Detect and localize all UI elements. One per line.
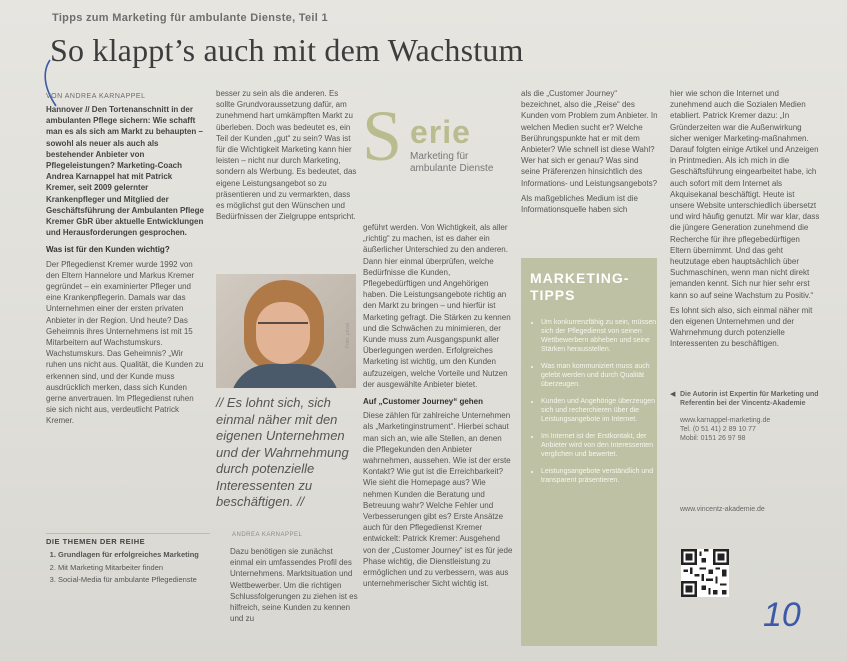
contact-phone: Tel. (0 51 41) 2 89 10 77 xyxy=(680,426,756,433)
series-logo-s: S xyxy=(362,96,403,176)
intro-paragraph: Hannover // Den Tortenanschnitt in der ambulanten Pflege sichern: Wie schafft man es als sich am Markt zu behaupten – sowohl als neuer als auch als bestehender Anbieter von Pflegeleistungen? Marketing-Coach Andrea Karnappel hat mit Patrick Kremer, seit 2009 gelernter Krankenpfleger und Mitglied der Geschäftsführung der Ambulanten Pflege Kremer GbR über aktuelle Entwicklungen und Herausforderungen gesprochen. xyxy=(46,105,204,238)
list-item: • Leistungsangebote verständlich und transparent präsentieren. xyxy=(541,467,659,485)
column-5 xyxy=(670,88,820,380)
body-paragraph: Dazu benötigen sie zunächst einmal ein umfassendes Profil des Unternehmens. Marktsituation und Wettbewerber. Um die richtigen Schlussfolgerungen zu ziehen ist es hilfreich, seine Kunden zu kennen und zu xyxy=(230,547,358,624)
author-photo xyxy=(216,274,356,388)
tips-title-line1: MARKETING- xyxy=(530,270,630,286)
list-item: • Im Internet ist der Erstkontakt, der Anbieter wird von den Interessenten verglichen und bewertet. xyxy=(541,432,659,459)
body-paragraph: geführt werden. Von Wichtigkeit, als aller „richtig“ zu machen, ist es daher ein äußerlicher Unterschied zu den anderen. Dann hier einmal überprüfen, welche Bedürfnisse die Kunden, Pflegebedürftigen und Angehörigen haben. Die Leistungsangebote richtig an den Markt zu bringen – und hierfür ist Marketing gefragt. Die Stärken zu kennen und die Schwächen zu minimieren, der Kunde muss zum Ausgangspunkt aller Überlegungen werden. Erfolgreiches Marketing ist wichtig, um den Kunden aufzuzeigen, welche Vorteile und Nutzen der ausgewählte Anbieter bietet. xyxy=(363,223,511,389)
handwritten-page-number: 10 xyxy=(763,596,801,634)
contact-mobile: Mobil: 0151 26 97 98 xyxy=(680,435,746,442)
column-2-bottom xyxy=(230,546,358,656)
tips-title xyxy=(530,270,629,304)
body-paragraph: Diese zählen für zahlreiche Unternehmen als „Marketinginstrument“. Hierbei schaut man sich an, wie alle Stellen, an denen die Pflegekunden den Anbieter wahrnehmen, aussehen. Wie ist der erste Kontakt? Wie gut ist die Erreichbarkeit? Wie sieht die Homepage aus? Wie nehmen Kunden die Beratung und Betreuung wahr? Welche Fehler und Verbesserungen gibt es? Erste Ansätze auch für den Pflegedienst Kremer entwickelt: Patrick Kremer: Ausgehend von der „Customer Journey“ ist es für jede Phase wichtig, die Dienstleistung zu ermöglichen und zu verbessern, was aus unternehmerischer Sicht wichtig ist. xyxy=(363,411,513,589)
series-subtitle-line2: ambulante Dienste xyxy=(410,163,494,174)
series-logo-subtitle xyxy=(410,151,493,175)
column-4 xyxy=(521,88,659,250)
series-logo xyxy=(362,96,514,184)
body-paragraph: Der Pflegedienst Kremer wurde 1992 von den Eltern Hannelore und Markus Kremer gegründet – ein examinierter Pfleger und eine Krankenpflegerin. Damals war das Unternehmen einer der ersten privaten Anbieter in der Region. Und heute? Das Geheimnis ihres Unternehmens ist mit 15 Mitarbeitern auf Wachstumskurs. Wachstumskurs. Das Geheimnis? „Wir ruhen uns nicht aus. Qualität, die Kunden zu erkennen sind, und der Kunde muss ausdrücklich merken, dass sich Kunden gerne anvertrauen. Im Pflegedienst ruhen sie sich nicht aus, verdeutlicht Patrick Kremer. xyxy=(46,259,204,426)
list-item: 3. Social-Media für ambulante Pflegedienste xyxy=(58,575,210,585)
article-kicker: Tipps zum Marketing für ambulante Dienste, Teil 1 xyxy=(52,12,328,24)
quote-author: ANDREA KARNAPPEL xyxy=(232,532,303,538)
list-item: 2. Mit Marketing Mitarbeiter finden xyxy=(58,563,210,573)
qr-code-icon[interactable] xyxy=(681,549,729,597)
marketing-tips-box xyxy=(521,258,657,646)
series-subtitle-line1: Marketing für xyxy=(410,151,469,162)
list-item: 1. Grundlagen für erfolgreiches Marketing xyxy=(58,550,210,560)
section-heading: Was ist für den Kunden wichtig? xyxy=(46,245,170,255)
list-item: • Um konkurrenzfähig zu sein, müssen sich der Pflegedienst von seinen Wettbewerbern abheben und seine Stärken herausstellen. xyxy=(541,318,659,354)
academy-url-link[interactable]: www.vincentz-akademie.de xyxy=(680,506,765,513)
list-item: • Kunden und Angehörige überzeugen sich und recherchieren über die Leistungsangebote im Internet. xyxy=(541,397,659,424)
series-topics-list xyxy=(46,550,210,585)
column-1 xyxy=(46,104,204,524)
contact-lead xyxy=(670,390,820,408)
section-heading: Auf „Customer Journey“ gehen xyxy=(363,397,484,407)
series-topics-box xyxy=(46,533,210,588)
triangle-bullet-icon: ◀ xyxy=(670,391,676,398)
body-paragraph: besser zu sein als die anderen. Es sollte Grundvoraussetzung dafür, am zunehmend hart umkämpften Markt zu überleben. Doch was bedeutet es, ein Teil der Kunden „gut“ zu sein? Was ist für die Wichtigkeit Marketing kann hier leisten – nicht nur durch Marketing, sondern als Werbung. Es bedeutet, das eigene Leistungsangebot so zu präsentieren und zu vermarkten, dass es möglichst gut den Wünschen und Bedürfnissen der Zielgruppe entspricht. xyxy=(216,89,357,222)
contact-lead-text: Die Autorin ist Expertin für Marketing und Referentin bei der Vincentz-Akademie xyxy=(680,391,819,407)
column-3 xyxy=(363,222,513,652)
pull-quote: // Es lohnt sich, sich einmal näher mit den eigenen Unternehmen und der Wahrnehmung durch potenzielle Interessenten zu beschäftigen. // xyxy=(216,395,349,509)
list-item: • Was man kommuniziert muss auch gelebt werden und durch Qualität überzeugen. xyxy=(541,362,659,389)
photo-credit: Foto: privat xyxy=(345,322,351,348)
contact-url-link[interactable]: www.karnappel-marketing.de xyxy=(680,417,771,424)
article-byline: VON ANDREA KARNAPPEL xyxy=(46,93,146,100)
series-topics-heading: DIE THEMEN DER REIHE xyxy=(46,533,210,546)
body-paragraph: als die „Customer Journey“ bezeichnet, also die „Reise“ des Kunden vom Problem zum Anbieter. In welchen Medien sucht er? Welche Berührungspunkte hat er mit dem Anbieter? Wie schnell ist diese Wahl? Wer hat sich er genau? Was sind seine Präferenzen hinsichtlich des Informations- und Leistungsangebots? xyxy=(521,89,658,188)
tips-title-line2: TIPPS xyxy=(530,287,576,303)
series-logo-word: erie xyxy=(410,114,471,150)
author-contact xyxy=(670,390,820,514)
body-paragraph: Es lohnt sich also, sich einmal näher mit den eigenen Unternehmen und der Wahrnehmung durch potenzielle Interessenten zu beschäftigen. xyxy=(670,305,813,349)
tips-list xyxy=(533,318,659,493)
body-paragraph: Als maßgebliches Medium ist die Informationsquelle haben sich xyxy=(521,193,638,215)
article-headline: So klappt’s auch mit dem Wachstum xyxy=(50,32,524,68)
body-paragraph: hier wie schon die Internet und zunehmend auch die Sozialen Medien etabliert. Patrick Kremer dazu: „In Gründerzeiten war die Außenwirkung sicher weniger Marketing-maßnahmen. Darauf folgten einige Artikel und Anzeigen in Printmedien. Als ich mich in die Geschäftsführung eingearbeitet habe, ich auch sofort mit dem Internet als Akquisekanal beschäftigt. Heute ist unsere Website unterschiedlich übersetzt und wird häufig genutzt. Mir war klar, dass die jüngere Generation zunehmend die Recherche für ihre pflegebedürftigen Eltern übernimmt. Und das geht heutzutage eben hauptsächlich über Suchmaschinen, wenn man nicht direkt jemanden kennt. Sich nur hier sehr erst kann so auf seine Wachstum zu Positiv.“ xyxy=(670,89,820,300)
column-2-top xyxy=(216,88,358,264)
